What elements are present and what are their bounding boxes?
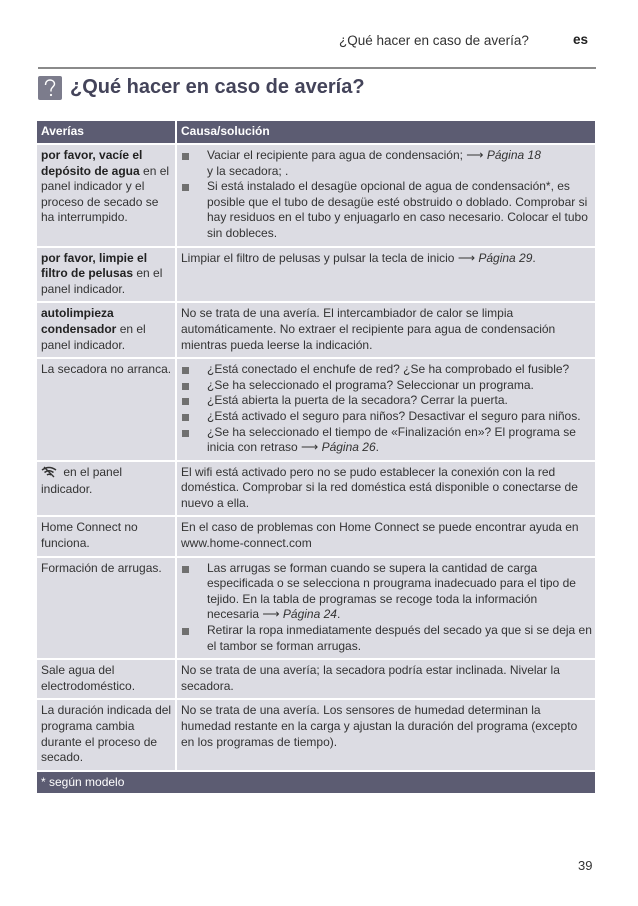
fault-cell: Home Connect no funciona. <box>37 516 176 556</box>
solution-cell <box>176 144 595 247</box>
column-header-faults: Averías <box>37 121 176 144</box>
fault-cell <box>37 247 176 303</box>
page-reference-link[interactable]: Página 18 <box>483 148 541 162</box>
arrow-icon: ⟶ <box>262 607 280 622</box>
fault-cell: La duración indicada del programa cambia durante el proceso de secado. <box>37 699 176 770</box>
table-row <box>37 659 595 699</box>
fault-cell: La secadora no arranca. <box>37 358 176 461</box>
arrow-icon: ⟶ <box>301 440 319 455</box>
fault-text: en el panel indicador. <box>41 464 123 497</box>
fault-message: autolimpieza condensador <box>41 306 117 336</box>
fault-cell: Formación de arrugas. <box>37 557 176 660</box>
arrow-icon: ⟶ <box>466 148 484 162</box>
list-item: ¿Se ha seleccionado el tiempo de «Finalización en»? El programa se inicia con retraso ⟶ Página 26. <box>181 425 592 456</box>
table-row <box>37 247 595 303</box>
wifi-off-icon <box>41 466 57 483</box>
question-icon <box>38 76 62 100</box>
solution-cell: No se trata de una avería; la secadora podría estar inclinada. Nivelar la secadora. <box>176 659 595 699</box>
list-item: ¿Está activado el seguro para niños? Desactivar el seguro para niños. <box>181 409 592 425</box>
table-row <box>37 144 595 247</box>
table-row <box>37 557 595 660</box>
list-item: ¿Está conectado el enchufe de red? ¿Se ha comprobado el fusible? <box>181 362 592 378</box>
table-header-row <box>37 121 595 144</box>
table-row <box>37 358 595 461</box>
list-item: ¿Está abierta la puerta de la secadora? Cerrar la puerta. <box>181 393 592 409</box>
table-row <box>37 699 595 770</box>
fault-cell: Sale agua del electrodoméstico. <box>37 659 176 699</box>
column-header-cause: Causa/solución <box>176 121 595 144</box>
list-item: ¿Se ha seleccionado el programa? Seleccionar un programa. <box>181 378 592 394</box>
table-row <box>37 461 595 517</box>
fault-cell <box>37 144 176 247</box>
list-item: Si está instalado el desagüe opcional de agua de condensación*, es posible que el tubo de desagüe esté obstruido o doblado. Comprobar si hay residuos en el tubo y enjuagarlo en caso necesario. Colocar el tubo sin dobleces. <box>181 179 592 241</box>
page-number: 39 <box>578 858 593 873</box>
list-item: Las arrugas se forman cuando se supera la cantidad de carga especificada o se selecciona n prougrama inadecuado para el tipo de tejido. En la tabla de programas se recoge toda la información necesaria ⟶ Página 24. <box>181 561 592 623</box>
solution-cell <box>176 358 595 461</box>
section-title: ¿Qué hacer en caso de avería? <box>70 76 365 98</box>
list-item: Retirar la ropa inmediatamente después del secado ya que si se deja en el tambor se forman arrugas. <box>181 623 592 654</box>
solution-list <box>181 362 592 456</box>
solution-cell: El wifi está activado pero no se pudo establecer la conexión con la red doméstica. Comprobar si la red doméstica está disponible o conectarse de nuevo a ella. <box>176 461 595 517</box>
solution-cell: En el caso de problemas con Home Connect se puede encontrar ayuda en www.home-connect.com <box>176 516 595 556</box>
solution-list <box>181 148 592 242</box>
language-code: es <box>573 32 589 47</box>
fault-message: por favor, limpie el filtro de pelusas <box>41 250 148 281</box>
troubleshooting-table <box>37 121 595 793</box>
page-reference-link[interactable]: Página 26 <box>318 440 376 455</box>
fault-message: por favor, vacíe el depósito de agua <box>41 148 143 178</box>
solution-list <box>181 561 592 655</box>
solution-cell: No se trata de una avería. Los sensores de humedad determinan la humedad restante en la carga y ajustan la duración del programa (excepto en los programas de tiempo). <box>176 699 595 770</box>
fault-text: en el panel indicador. <box>41 321 146 352</box>
fault-text: en el panel indicador y el proceso de secado se ha interrumpido. <box>41 163 170 225</box>
list-item: Vaciar el recipiente para agua de condensación; ⟶ Página 18 y la secadora; . <box>181 148 592 179</box>
fault-text: en el panel indicador. <box>41 266 163 296</box>
running-header-title: ¿Qué hacer en caso de avería? <box>339 33 529 48</box>
page-reference-link[interactable]: Página 29 <box>475 250 533 265</box>
solution-cell: Limpiar el filtro de pelusas y pulsar la tecla de inicio ⟶ Página 29. <box>176 247 595 303</box>
arrow-icon: ⟶ <box>457 250 476 265</box>
header-divider <box>38 67 596 69</box>
footnote: * según modelo <box>37 771 595 794</box>
solution-cell <box>176 557 595 660</box>
table-footnote-row <box>37 771 595 794</box>
page-reference-link[interactable]: Página 24 <box>279 607 337 622</box>
fault-cell <box>37 461 176 517</box>
solution-cell: No se trata de una avería. El intercambiador de calor se limpia automáticamente. No extraer el recipiente para agua de condensación mientras pueda leerse la indicación. <box>176 302 595 358</box>
table-row <box>37 516 595 556</box>
table-row <box>37 302 595 358</box>
fault-cell <box>37 302 176 358</box>
